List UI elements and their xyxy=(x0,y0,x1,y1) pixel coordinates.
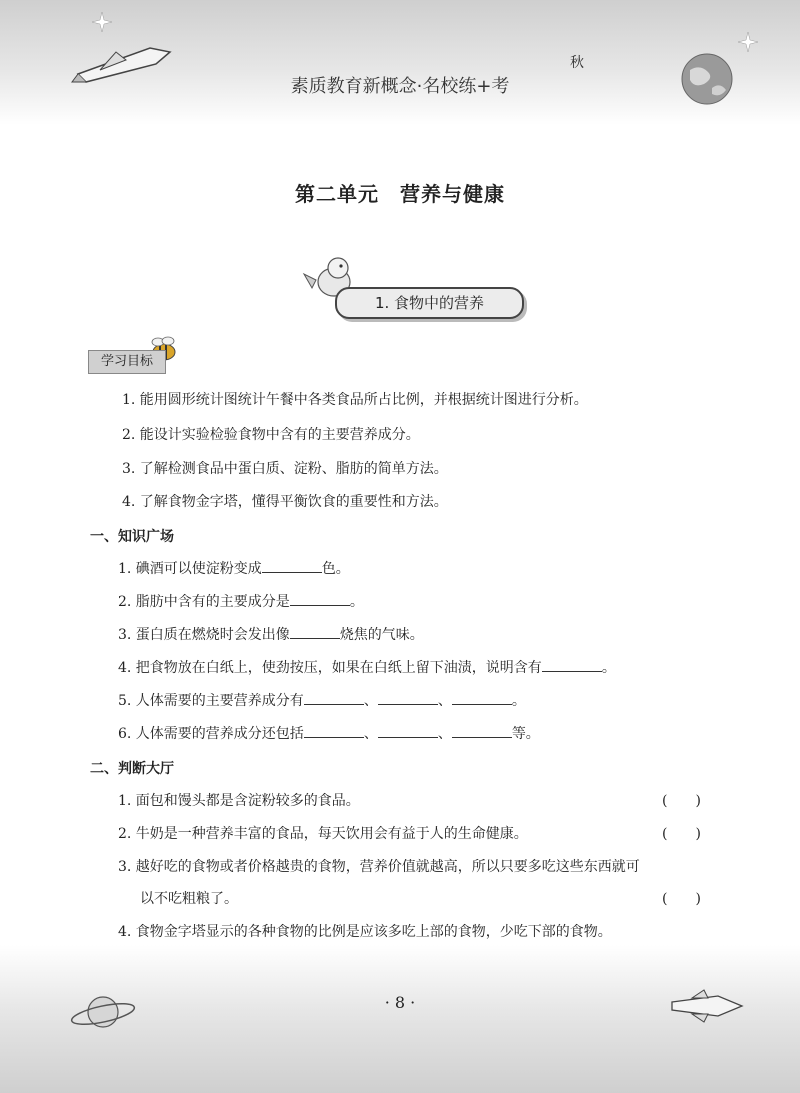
answer-parentheses[interactable]: ( ) xyxy=(662,826,701,842)
section-title-judgment: 二、判断大厅 xyxy=(90,761,174,777)
section-title-knowledge: 一、知识广场 xyxy=(90,529,174,545)
answer-blank[interactable] xyxy=(290,624,340,639)
season-label: 秋 xyxy=(570,55,584,71)
answer-blank[interactable] xyxy=(304,690,364,705)
header-title: 素质教育新概念·名校练+考 xyxy=(290,76,510,97)
judge-question: 1. 面包和馒头都是含淀粉较多的食品。 xyxy=(118,793,360,809)
page-number: · 8 · xyxy=(384,993,416,1012)
answer-blank[interactable] xyxy=(378,690,438,705)
judge-question: 2. 牛奶是一种营养丰富的食品，每天饮用会有益于人的生命健康。 xyxy=(118,826,528,842)
learning-goals-tag: 学习目标 xyxy=(88,350,166,374)
lesson-title-badge: 1. 食物中的营养 xyxy=(335,287,524,319)
goal-item: 4. 了解食物金字塔，懂得平衡饮食的重要性和方法。 xyxy=(122,494,448,510)
goal-item: 1. 能用圆形统计图统计午餐中各类食品所占比例，并根据统计图进行分析。 xyxy=(122,392,588,408)
fill-question: 4. 把食物放在白纸上，使劲按压，如果在白纸上留下油渍，说明含有 。 xyxy=(118,657,616,677)
judge-question-continued: 以不吃粗粮了。 xyxy=(140,891,238,907)
sparkle-icon xyxy=(92,12,112,32)
answer-blank[interactable] xyxy=(452,723,512,738)
sparkle-icon xyxy=(738,32,758,52)
fill-question: 6. 人体需要的营养成分还包括 、 、 等。 xyxy=(118,723,540,743)
fill-question: 3. 蛋白质在燃烧时会发出像 烧焦的气味。 xyxy=(118,624,424,644)
judge-question: 3. 越好吃的食物或者价格越贵的食物，营养价值就越高，所以只要多吃这些东西就可 xyxy=(118,859,640,875)
goal-item: 2. 能设计实验检验食物中含有的主要营养成分。 xyxy=(122,427,420,443)
fill-question: 1. 碘酒可以使淀粉变成 色。 xyxy=(118,558,350,578)
unit-title: 第二单元 营养与健康 xyxy=(295,182,505,206)
answer-blank[interactable] xyxy=(304,723,364,738)
goal-item: 3. 了解检测食品中蛋白质、淀粉、脂肪的简单方法。 xyxy=(122,461,448,477)
fill-question: 5. 人体需要的主要营养成分有 、 、 。 xyxy=(118,690,526,710)
answer-blank[interactable] xyxy=(262,558,322,573)
answer-blank[interactable] xyxy=(290,591,350,606)
answer-blank[interactable] xyxy=(378,723,438,738)
fill-question: 2. 脂肪中含有的主要成分是 。 xyxy=(118,591,364,611)
answer-parentheses[interactable]: ( ) xyxy=(662,891,701,907)
answer-blank[interactable] xyxy=(452,690,512,705)
judge-question: 4. 食物金字塔显示的各种食物的比例是应该多吃上部的食物，少吃下部的食物。 xyxy=(118,924,612,940)
answer-parentheses[interactable]: ( ) xyxy=(662,793,701,809)
answer-blank[interactable] xyxy=(542,657,602,672)
